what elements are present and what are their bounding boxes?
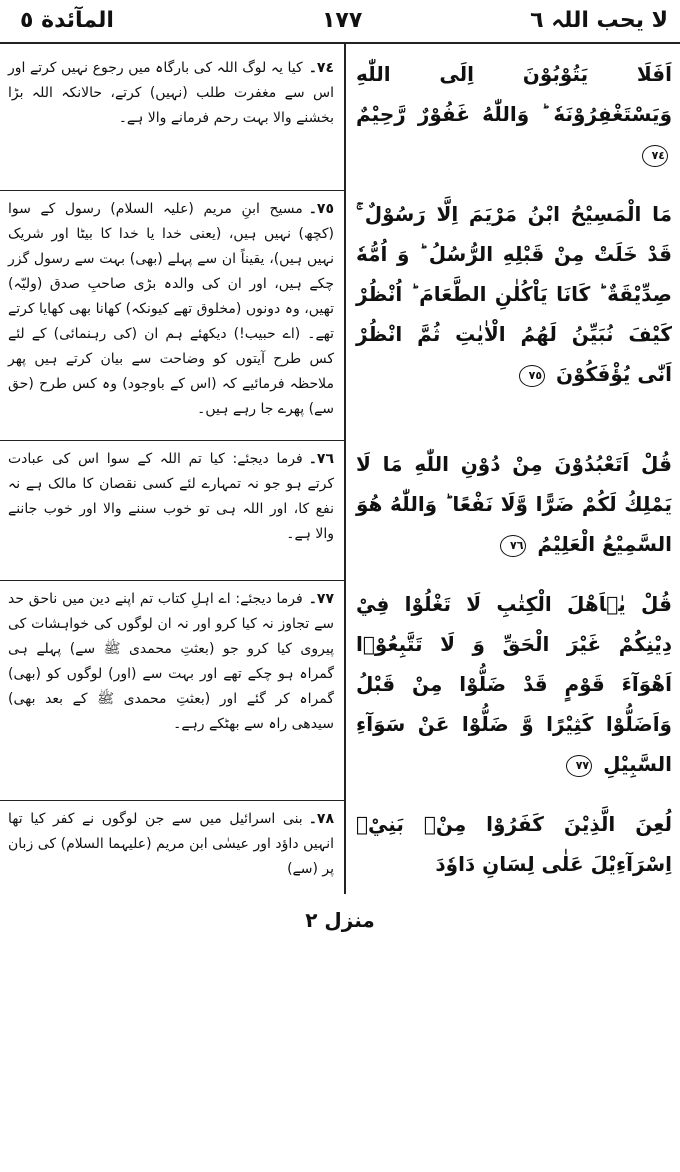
verse-row-77 bbox=[0, 574, 680, 794]
translation-text: مسیح ابنِ مریم (علیہ السلام) رسول کے سوا (کچھ) نہیں ہیں، (یعنی خدا یا خدا کا بیٹا اور شریک نہیں ہیں)، یقیناً ان سے پہلے (بھی) بہت سے رسول گزر چکے ہیں، اور ان کی والدہ بڑی صاحبِ صدق (ولیّہ) تھیں، وہ دونوں (مخلوق تھے کیونکہ) کھانا بھی کھایا کرتے تھے۔ (اے حبیب!) دیکھئے ہم ان (کی رہنمائی) کے لئے کس طرح آیتوں کو وضاحت سے بیان کرتے ہیں پھر ملاحظہ فرمائیے کہ (اس کے باوجود) وہ کس طرح (حق سے) پھرے جا رہے ہیں۔ bbox=[8, 201, 334, 417]
verse-number: ٧٨۔ bbox=[308, 811, 334, 827]
arabic-ayah-78 bbox=[344, 800, 680, 888]
juz-name: لا یحب اللہ ٦ bbox=[530, 8, 668, 33]
verse-row-76 bbox=[0, 434, 680, 574]
arabic-ayah-77 bbox=[344, 580, 680, 788]
page-body bbox=[0, 44, 680, 894]
translation-text: کیا یہ لوگ اللہ کی بارگاہ میں رجوع نہیں کرتے اور اس سے مغفرت طلب (نہیں) کرتے، حالانکہ اللہ بڑا بخشنے والا بہت رحم فرمانے والا ہے۔ bbox=[8, 60, 334, 126]
arabic-ayah-74 bbox=[344, 50, 680, 178]
arabic-ayah-76 bbox=[344, 440, 680, 568]
arabic-text: مَا الْمَسِيْحُ ابْنُ مَرْيَمَ اِلَّا رَسُوْلٌ ۚ قَدْ خَلَتْ مِنْ قَبْلِهِ الرُّسُلُ ؕ وَ اُمُّهٗ صِدِّيْقَةٌ ؕ كَانَا يَاْكُلٰنِ الطَّعَامَ ؕ اُنْظُرْ كَيْفَ نُبَيِّنُ لَهُمُ الْاٰيٰتِ ثُمَّ انْظُرْ اَنّٰى يُؤْفَكُوْنَ bbox=[356, 202, 672, 386]
verse-number: ٧٥۔ bbox=[308, 201, 334, 217]
verse-row-75 bbox=[0, 184, 680, 434]
page-number: ١٧٧ bbox=[322, 8, 363, 33]
ayah-end-marker: ٧٤ bbox=[642, 145, 668, 167]
translation-78 bbox=[0, 800, 344, 888]
translation-text: بنی اسرائیل میں سے جن لوگوں نے کفر کیا تھا انہیں داؤد اور عیسٰی ابن مریم (علیہما السلام) کی زبان پر (سے) bbox=[8, 811, 334, 877]
verse-row-78 bbox=[0, 794, 680, 894]
translation-76 bbox=[0, 440, 344, 568]
verse-number: ٧٦۔ bbox=[308, 451, 334, 467]
verse-number: ٧٤۔ bbox=[308, 60, 334, 76]
translation-text: فرما دیجئے: اے اہلِ کتاب تم اپنے دین میں ناحق حد سے تجاوز نہ کیا کرو اور نہ ان لوگوں کی خواہشات کی پیروی کیا کرو جو (بعثتِ محمدی ﷺ سے) پہلے ہی گمراہ ہو چکے تھے اور بہت سے (اور) لوگوں کو (بھی) گمراہ کر گئے اور (بعثتِ محمدی ﷺ کے بعد بھی) سیدھی راہ سے بھٹکے رہے۔ bbox=[8, 591, 334, 732]
ayah-end-marker: ٧٥ bbox=[519, 365, 545, 387]
translation-text: فرما دیجئے: کیا تم اللہ کے سوا اس کی عبادت کرتے ہو جو نہ تمہارے لئے کسی نقصان کا مالک ہے نہ نفع کا، اور اللہ ہی تو خوب سننے والا اور خوب جاننے والا ہے۔ bbox=[8, 451, 334, 542]
verse-row-74 bbox=[0, 44, 680, 184]
page-header bbox=[0, 0, 680, 44]
verse-number: ٧٧۔ bbox=[308, 591, 334, 607]
arabic-text: قُلْ اَتَعْبُدُوْنَ مِنْ دُوْنِ اللّٰهِ مَا لَا يَمْلِكُ لَكُمْ ضَرًّا وَّلَا نَفْعًا ؕ وَاللّٰهُ هُوَ السَّمِيْعُ الْعَلِيْمُ bbox=[356, 452, 672, 556]
translation-75 bbox=[0, 190, 344, 428]
surah-name: المآئدة ٥ bbox=[20, 8, 114, 33]
ayah-end-marker: ٧٦ bbox=[500, 535, 526, 557]
arabic-text: لُعِنَ الَّذِيْنَ كَفَرُوْا مِنْۢ بَنِيْۤ اِسْرَآءِيْلَ عَلٰى لِسَانِ دَاوٗدَ bbox=[356, 812, 672, 876]
translation-74 bbox=[0, 50, 344, 178]
manzil-footer: منزل ٢ bbox=[305, 908, 375, 932]
arabic-ayah-75 bbox=[344, 190, 680, 428]
arabic-text: اَفَلَا يَتُوْبُوْنَ اِلَى اللّٰهِ وَيَسْتَغْفِرُوْنَهٗ ؕ وَاللّٰهُ غَفُوْرٌ رَّحِيْمٌ bbox=[356, 62, 672, 126]
translation-77 bbox=[0, 580, 344, 788]
ayah-end-marker: ٧٧ bbox=[566, 755, 592, 777]
arabic-text: قُلْ يٰۤاَهْلَ الْكِتٰبِ لَا تَغْلُوْا فِيْ دِيْنِكُمْ غَيْرَ الْحَقِّ وَ لَا تَتَّبِعُوْۤا اَهْوَآءَ قَوْمٍ قَدْ ضَلُّوْا مِنْ قَبْلُ وَاَضَلُّوْا كَثِيْرًا وَّ ضَلُّوْا عَنْ سَوَآءِ السَّبِيْلِ bbox=[356, 592, 672, 776]
